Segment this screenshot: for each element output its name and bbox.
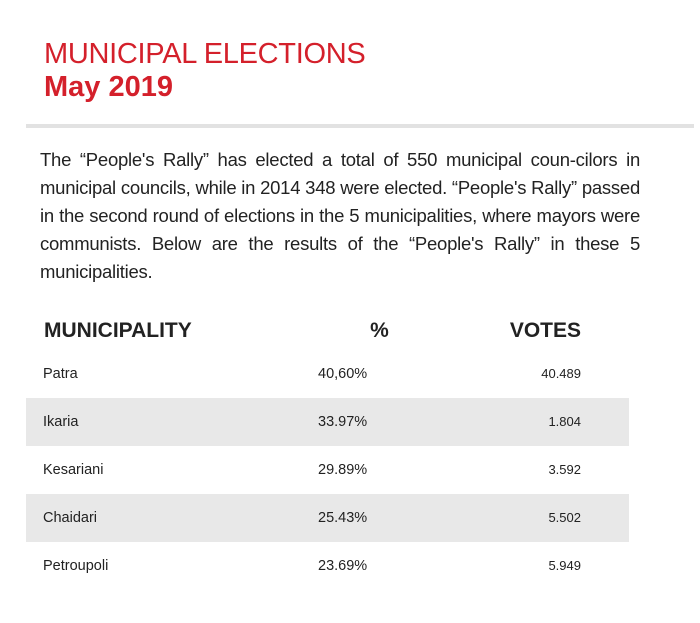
table-row bbox=[26, 446, 629, 494]
table-row bbox=[26, 542, 629, 590]
cell-votes: 5.502 bbox=[548, 510, 581, 525]
cell-votes: 40.489 bbox=[541, 366, 581, 381]
cell-municipality: Patra bbox=[43, 366, 78, 382]
column-header-votes: VOTES bbox=[509, 319, 581, 342]
table-header bbox=[26, 312, 629, 350]
page-title: MUNICIPAL ELECTIONS bbox=[44, 38, 366, 70]
cell-municipality: Petroupoli bbox=[43, 558, 109, 574]
cell-percent: 23.69% bbox=[318, 558, 368, 574]
table-row bbox=[26, 350, 629, 398]
cell-votes: 1.804 bbox=[548, 414, 581, 429]
cell-percent: 25.43% bbox=[318, 510, 368, 526]
cell-percent: 33.97% bbox=[318, 414, 368, 430]
header-divider bbox=[26, 124, 694, 128]
title-block bbox=[44, 38, 365, 104]
cell-municipality: Ikaria bbox=[43, 414, 79, 430]
intro-paragraph: The “People's Rally” has elected a total of 550 municipal coun-cilors in municipal councils, while in 2014 348 were elected. “People's Rally” passed in the second round of elections in the 5 municipalities, where mayors were communists. Below are the results of the “People's Rally” in these 5 municipalities. bbox=[40, 149, 640, 282]
page-subtitle: May 2019 bbox=[44, 71, 173, 103]
cell-votes: 5.949 bbox=[548, 558, 581, 573]
cell-percent: 40,60% bbox=[318, 366, 368, 382]
column-header-percent: % bbox=[370, 319, 389, 342]
cell-percent: 29.89% bbox=[318, 462, 368, 478]
cell-municipality: Chaidari bbox=[43, 510, 97, 526]
table-row bbox=[26, 398, 629, 446]
cell-municipality: Kesariani bbox=[43, 462, 104, 478]
cell-votes: 3.592 bbox=[548, 462, 581, 477]
column-header-municipality: MUNICIPALITY bbox=[44, 319, 192, 342]
results-table bbox=[26, 312, 629, 590]
table-row bbox=[26, 494, 629, 542]
